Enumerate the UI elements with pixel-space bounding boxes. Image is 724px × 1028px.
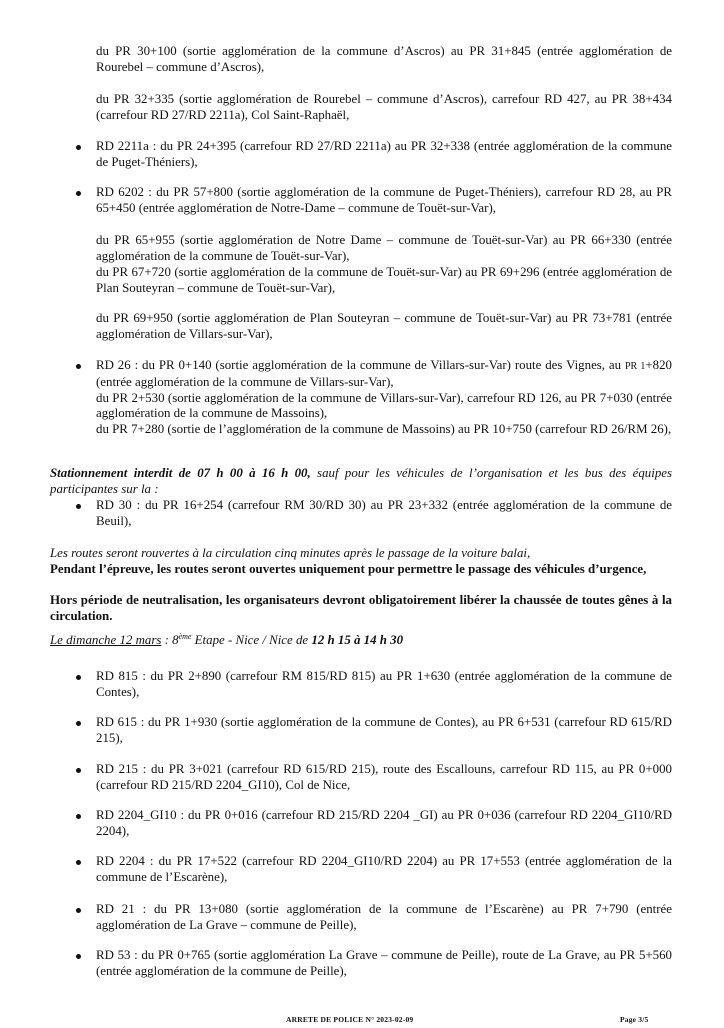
stage-8-heading: Le dimanche 12 mars : 8ème Etape - Nice / Nice de 12 h 15 à 14 h 30 xyxy=(50,632,404,647)
footer-page-number: Page 3/5 xyxy=(620,1015,649,1024)
emergency-notice: Pendant l’épreuve, les routes seront ouvertes uniquement pour permettre le passage des véhicules d’urgence, xyxy=(50,562,647,576)
paragraph-notre-dame: du PR 65+955 (sortie agglomération de Notre Dame – commune de Touët-sur-Var) au PR 66+330 (entrée agglomération de la commune de Touët-sur-Var), xyxy=(96,233,672,263)
list-item-rd815: RD 815 : du PR 2+890 (carrefour RM 815/RD 815) au PR 1+630 (entrée agglomération de la commune de Contes), xyxy=(96,669,672,701)
neutralisation-notice: Hors période de neutralisation, les organisateurs devront obligatoirement libérer la chaussée de toutes gênes à la circulation. xyxy=(50,593,672,623)
bullet-icon xyxy=(76,145,81,150)
bullet-icon xyxy=(76,954,81,959)
list-item-rd615: RD 615 : du PR 1+930 (sortie agglomération de la commune de Contes), au PR 6+531 (carrefour RD 615/RD 215), xyxy=(96,715,672,747)
paragraph-rourebel-ascros: du PR 30+100 (sortie agglomération de la commune d’Ascros) au PR 31+845 (entrée agglomération de Rourebel – commune d’Ascros), xyxy=(96,44,672,74)
reopening-notice: Les routes seront rouvertes à la circulation cinq minutes après le passage de la voiture balai, xyxy=(50,546,531,560)
bullet-icon xyxy=(76,814,81,819)
parking-ban-notice: Stationnement interdit de 07 h 00 à 16 h 00, sauf pour les véhicules de l’organisation et les bus des équipes participantes sur la : xyxy=(50,466,672,496)
list-item-rd2204: RD 2204 : du PR 17+522 (carrefour RD 2204_GI10/RD 2204) au PR 17+553 (entrée agglomération de la commune de l’Escarène), xyxy=(96,854,672,886)
bullet-icon xyxy=(76,768,81,773)
paragraph-villars-sur-var: du PR 69+950 (sortie agglomération de Plan Souteyran – commune de Touët-sur-Var) au PR 73+781 (entrée agglomération de Villars-sur-Var), xyxy=(96,311,672,341)
list-item-rd53: RD 53 : du PR 0+765 (sortie agglomération La Grave – commune de Peille), route de La Grave, au PR 5+560 (entrée agglomération de la commune de Peille), xyxy=(96,948,672,980)
list-item-rd26: RD 26 : du PR 0+140 (sortie agglomération de la commune de Villars-sur-Var) route des Vignes, au PR 1+820 (entrée agglomération de la commune de Villars-sur-Var), du PR 2+530 (sortie agglomération de la commune de Villars-sur-Var), carrefour RD 126, au PR 7+030 (entrée agglomération de la commune de Massoins), du PR 7+280 (sortie de l’agglomération de la commune de Massoins) au PR 10+750 (carrefour RD 26/RM 26), xyxy=(96,358,672,438)
bullet-icon xyxy=(76,860,81,865)
list-item-rd21: RD 21 : du PR 13+080 (sortie agglomération de la commune de l’Escarène) au PR 7+790 (entrée agglomération de La Grave – commune de Peille), xyxy=(96,902,672,934)
list-item-rd2211a: RD 2211a : du PR 24+395 (carrefour RD 27/RD 2211a) au PR 32+338 (entrée agglomération de la commune de Puget-Théniers), xyxy=(96,139,672,171)
list-item-rd6202: RD 6202 : du PR 57+800 (sortie agglomération de la commune de Puget-Théniers), carrefour RD 28, au PR 65+450 (entrée agglomération de Notre-Dame – commune de Touët-sur-Var), xyxy=(96,185,672,217)
list-item-rd2204-gi10: RD 2204_GI10 : du PR 0+016 (carrefour RD 215/RD 2204 _GI) au PR 0+036 (carrefour RD 2204_GI10/RD 2204), xyxy=(96,808,672,840)
bullet-icon xyxy=(76,675,81,680)
bullet-icon xyxy=(76,504,81,509)
bullet-icon xyxy=(76,191,81,196)
footer-arrete-number: ARRETE DE POLICE N° 2023-02-09 xyxy=(286,1015,414,1024)
bullet-icon xyxy=(76,721,81,726)
paragraph-col-saint-raphael: du PR 32+335 (sortie agglomération de Rourebel – commune d’Ascros), carrefour RD 427, au PR 38+434 (carrefour RD 27/RD 2211a), Col Saint-Raphaël, xyxy=(96,92,672,122)
bullet-icon xyxy=(76,364,81,369)
paragraph-plan-souteyran: du PR 67+720 (sortie agglomération de la commune de Touët-sur-Var) au PR 69+296 (entrée agglomération de Plan Souteyran – commune de Touët-sur-Var), xyxy=(96,265,672,295)
list-item-rd215: RD 215 : du PR 3+021 (carrefour RD 615/RD 215), route des Escallouns, carrefour RD 115, au PR 0+000 (carrefour RD 215/RD 2204_GI10), Col de Nice, xyxy=(96,762,672,794)
list-item-rd30: RD 30 : du PR 16+254 (carrefour RM 30/RD 30) au PR 23+332 (entrée agglomération de la commune de Beuil), xyxy=(96,498,672,530)
bullet-icon xyxy=(76,908,81,913)
